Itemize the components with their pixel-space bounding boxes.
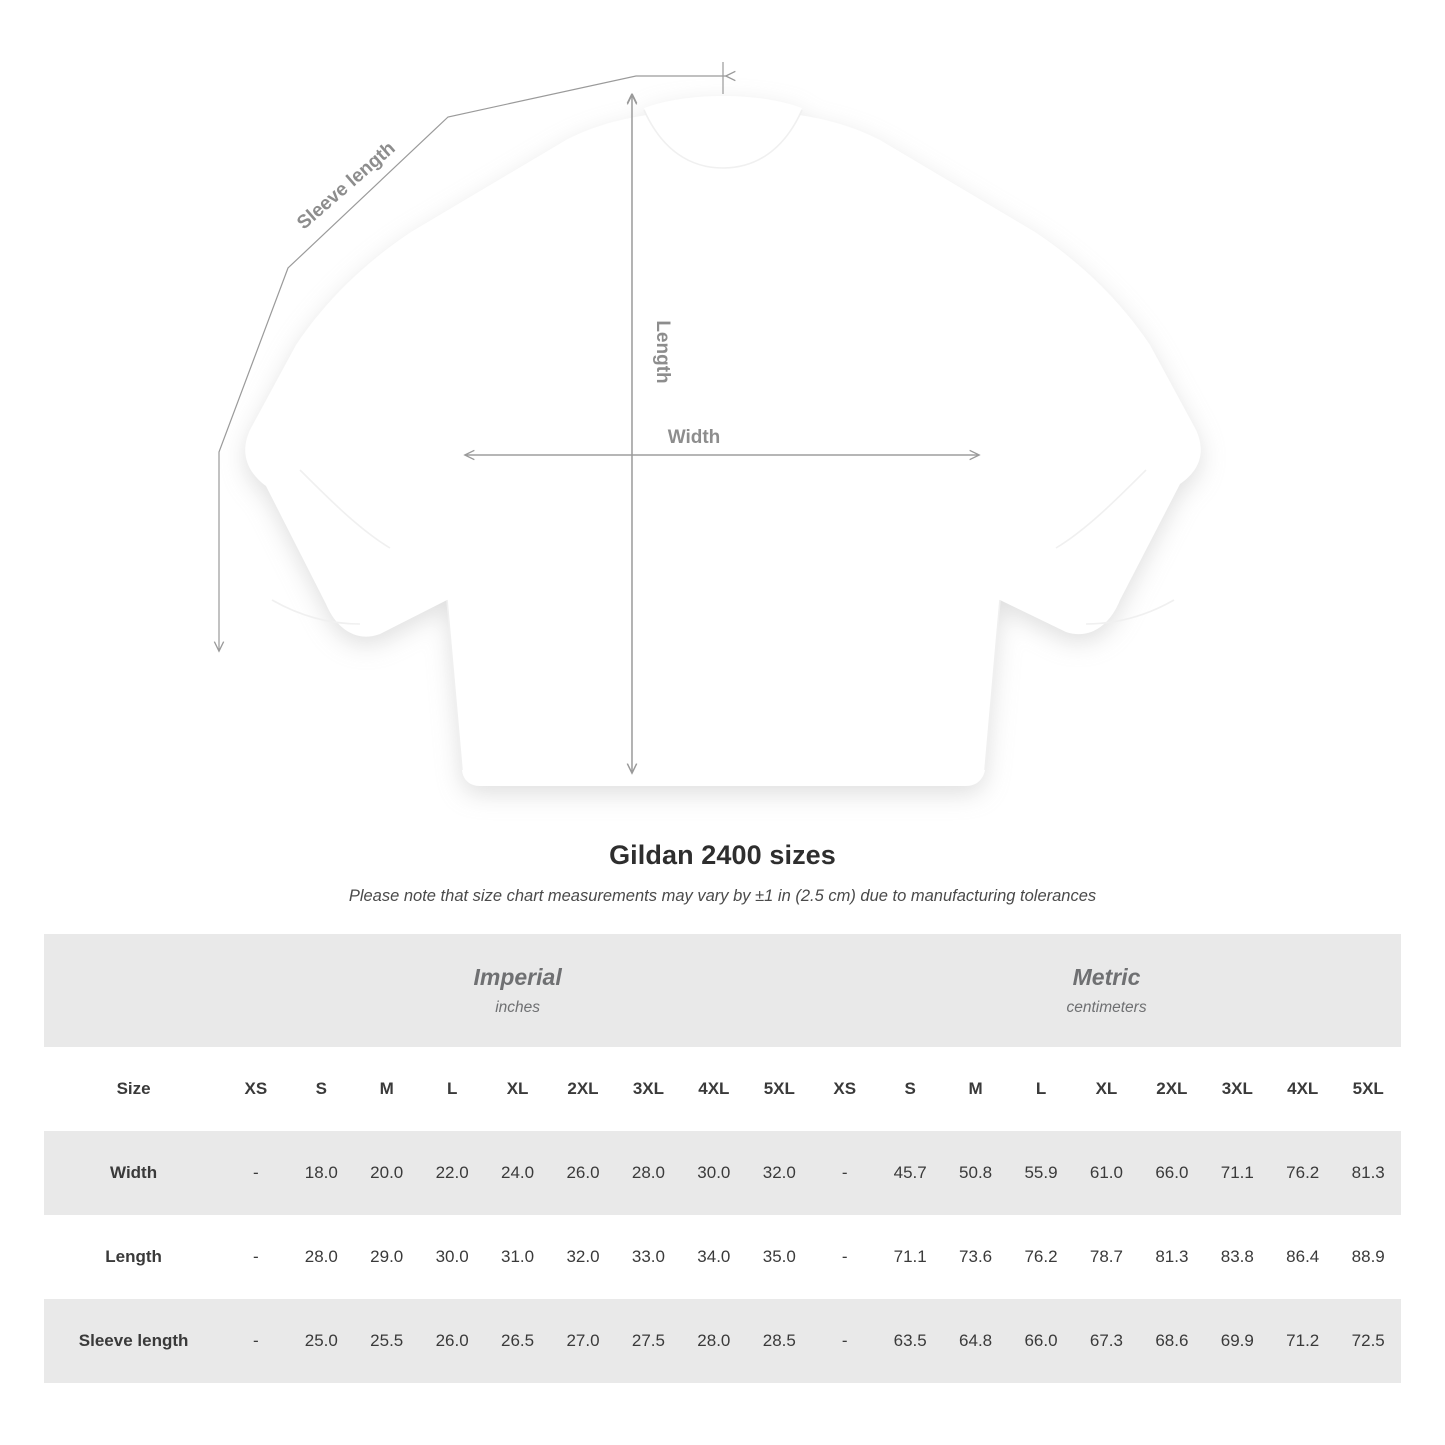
- size-header-row: [44, 1047, 1401, 1131]
- cell: 66.0: [1008, 1299, 1073, 1383]
- table-row: [44, 1215, 1401, 1299]
- cell: 22.0: [419, 1131, 484, 1215]
- cell: 50.8: [943, 1131, 1008, 1215]
- size-col-4xl-imp: 4XL: [681, 1047, 746, 1131]
- size-col-l-imp: L: [419, 1047, 484, 1131]
- cell: 33.0: [616, 1215, 681, 1299]
- cell: 20.0: [354, 1131, 419, 1215]
- unit-spacer: [44, 934, 223, 1047]
- metric-sublabel: centimeters: [1066, 999, 1147, 1016]
- cell: 76.2: [1270, 1131, 1335, 1215]
- tolerance-note: Please note that size chart measurements may vary by ±1 in (2.5 cm) due to manufacturing tolerances: [348, 887, 1097, 905]
- cell: 32.0: [747, 1131, 813, 1215]
- cell: 86.4: [1270, 1215, 1335, 1299]
- length-label: Length: [652, 320, 673, 384]
- cell: -: [812, 1215, 877, 1299]
- cell: -: [223, 1215, 288, 1299]
- unit-group-metric: [812, 934, 1401, 1047]
- unit-group-imperial: [223, 934, 812, 1047]
- cell: 81.3: [1335, 1131, 1401, 1215]
- cell: 64.8: [943, 1299, 1008, 1383]
- page-title: Gildan 2400 sizes: [609, 840, 836, 870]
- size-col-m-imp: M: [354, 1047, 419, 1131]
- cell: 71.1: [877, 1215, 942, 1299]
- title-block: [0, 840, 1445, 906]
- cell: 61.0: [1074, 1131, 1139, 1215]
- cell: 25.5: [354, 1299, 419, 1383]
- cell: 27.0: [550, 1299, 615, 1383]
- cell: 32.0: [550, 1215, 615, 1299]
- cell: 28.5: [747, 1299, 813, 1383]
- cell: 88.9: [1335, 1215, 1401, 1299]
- cell: 78.7: [1074, 1215, 1139, 1299]
- cell: 63.5: [877, 1299, 942, 1383]
- table-row: [44, 1131, 1401, 1215]
- unit-header-row: [44, 934, 1401, 1047]
- shirt-shape: [245, 96, 1201, 786]
- size-col-xs-imp: XS: [223, 1047, 288, 1131]
- width-label: Width: [667, 427, 721, 448]
- cell: 31.0: [485, 1215, 550, 1299]
- size-chart-table: [44, 934, 1401, 1383]
- cell: 72.5: [1335, 1299, 1401, 1383]
- size-col-s-imp: S: [289, 1047, 354, 1131]
- cell: 55.9: [1008, 1131, 1073, 1215]
- cell: 34.0: [681, 1215, 746, 1299]
- cell: -: [223, 1131, 288, 1215]
- size-col-m-met: M: [943, 1047, 1008, 1131]
- cell: 29.0: [354, 1215, 419, 1299]
- cell: 28.0: [681, 1299, 746, 1383]
- cell: -: [223, 1299, 288, 1383]
- size-col-2xl-imp: 2XL: [550, 1047, 615, 1131]
- cell: 35.0: [747, 1215, 813, 1299]
- size-table-wrap: [0, 934, 1445, 1383]
- cell: 27.5: [616, 1299, 681, 1383]
- cell: 30.0: [419, 1215, 484, 1299]
- cell: 18.0: [289, 1131, 354, 1215]
- cell: 45.7: [877, 1131, 942, 1215]
- cell: -: [812, 1131, 877, 1215]
- cell: 66.0: [1139, 1131, 1204, 1215]
- size-col-5xl-met: 5XL: [1335, 1047, 1401, 1131]
- row-label-sleeve-length: Sleeve length: [44, 1299, 223, 1383]
- size-col-3xl-imp: 3XL: [616, 1047, 681, 1131]
- size-row-label: Size: [44, 1047, 223, 1131]
- row-label-length: Length: [44, 1215, 223, 1299]
- size-col-s-met: S: [877, 1047, 942, 1131]
- size-col-xl-met: XL: [1074, 1047, 1139, 1131]
- cell: 69.9: [1205, 1299, 1270, 1383]
- row-label-width: Width: [44, 1131, 223, 1215]
- sleeve-length-label: Sleeve length: [293, 137, 400, 234]
- cell: 71.1: [1205, 1131, 1270, 1215]
- cell: 26.0: [419, 1299, 484, 1383]
- size-col-xl-imp: XL: [485, 1047, 550, 1131]
- cell: 24.0: [485, 1131, 550, 1215]
- cell: 28.0: [616, 1131, 681, 1215]
- table-row: [44, 1299, 1401, 1383]
- cell: 71.2: [1270, 1299, 1335, 1383]
- size-col-4xl-met: 4XL: [1270, 1047, 1335, 1131]
- size-col-xs-met: XS: [812, 1047, 877, 1131]
- imperial-sublabel: inches: [495, 999, 541, 1016]
- cell: 26.5: [485, 1299, 550, 1383]
- cell: 30.0: [681, 1131, 746, 1215]
- cell: 26.0: [550, 1131, 615, 1215]
- cell: 25.0: [289, 1299, 354, 1383]
- cell: 68.6: [1139, 1299, 1204, 1383]
- cell: -: [812, 1299, 877, 1383]
- cell: 81.3: [1139, 1215, 1204, 1299]
- imperial-label: Imperial: [473, 964, 562, 990]
- cell: 28.0: [289, 1215, 354, 1299]
- cell: 73.6: [943, 1215, 1008, 1299]
- size-col-2xl-met: 2XL: [1139, 1047, 1204, 1131]
- metric-label: Metric: [1072, 964, 1141, 990]
- cell: 76.2: [1008, 1215, 1073, 1299]
- cell: 67.3: [1074, 1299, 1139, 1383]
- size-col-5xl-imp: 5XL: [747, 1047, 813, 1131]
- size-col-3xl-met: 3XL: [1205, 1047, 1270, 1131]
- size-col-l-met: L: [1008, 1047, 1073, 1131]
- cell: 83.8: [1205, 1215, 1270, 1299]
